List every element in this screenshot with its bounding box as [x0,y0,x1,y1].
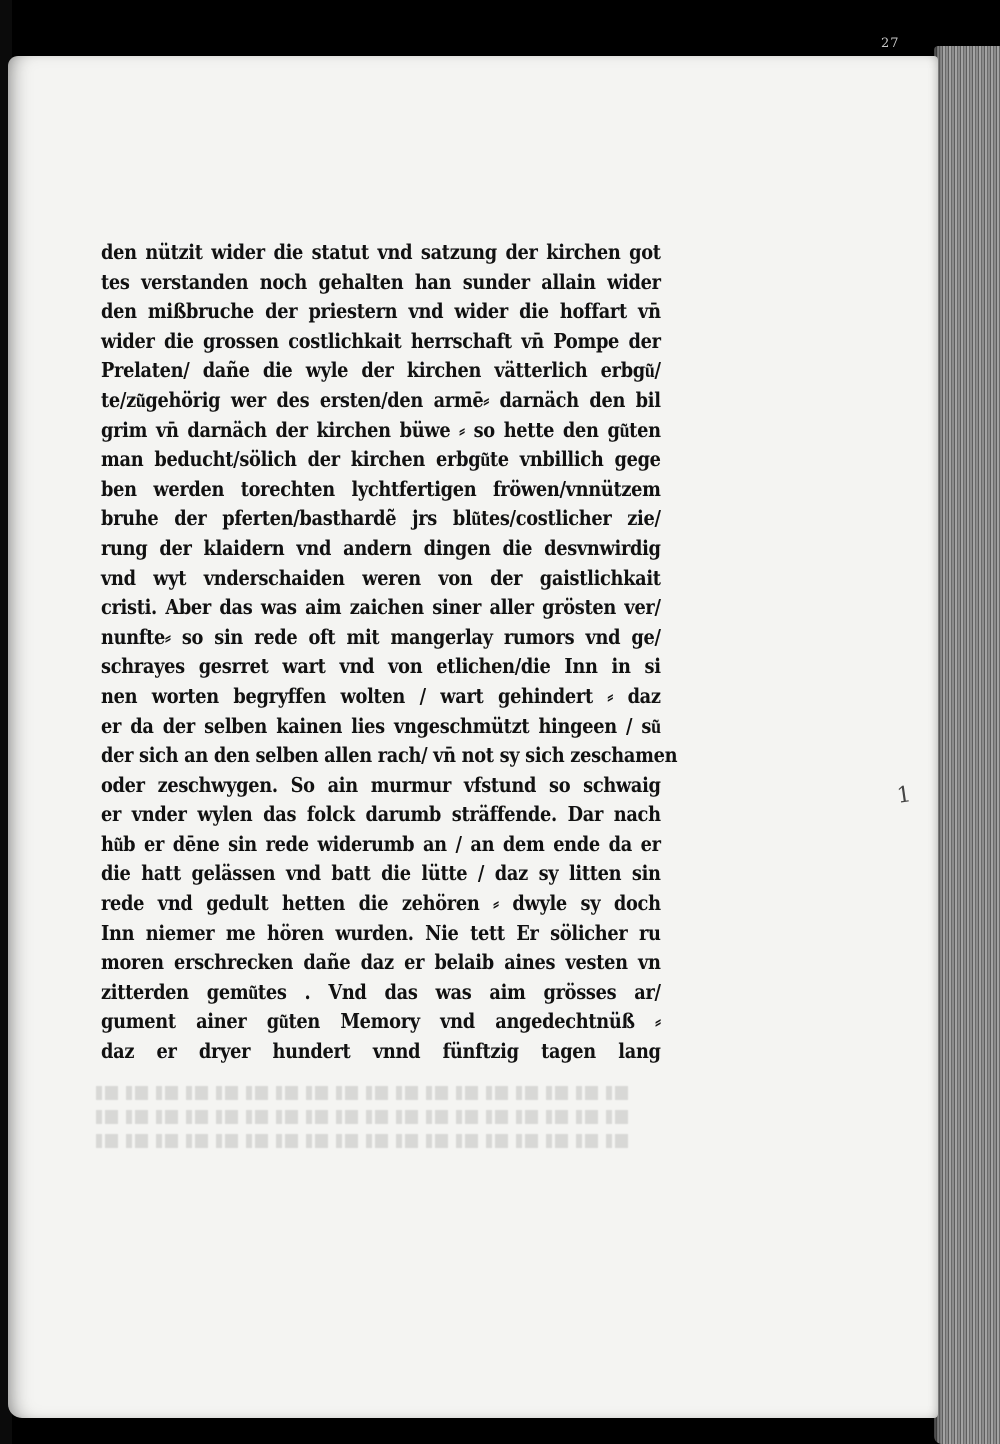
text-line: den nützit wider die statut vnd satzung der kirchen got [101,240,661,264]
page-edges [934,46,1000,1444]
text-line: hu͂b er dēne sin rede widerumb an / an dem ende da er [101,831,661,856]
text-line: gument ainer gu͂ten Memory vnd angedechtnüß ⸗ [101,1009,661,1034]
text-block [101,238,678,1067]
text-line: bruhe der pferten/basthardẽ jrs blu͂tes/costlicher zie/ [101,506,661,531]
text-line: nunfte⸗ so sin rede oft mit mangerlay rumors vnd ge/ [101,624,661,649]
text-line: den mißbruche der priestern vnd wider die hoffart vn̄ [101,299,661,324]
text-line: man beducht/sölich der kirchen erbgu͂te vnbillich gege [101,447,661,472]
text-line: der sich an den selben allen rach/ vn̄ not sy sich zeschamen [101,743,678,768]
text-line: moren erschrecken dañe daz er belaib aines vesten vn [101,950,661,975]
text-line: nen worten begryffen wolten / wart gehindert ⸗ daz [101,683,661,708]
show-through [96,1076,636,1186]
text-line: cristi. Aber das was aim zaichen siner aller grösten ver/ [101,595,661,620]
text-line: Inn niemer me hören wurden. Nie tett Er sölicher ru [101,920,661,945]
text-line: wider die grossen costlichkait herrschaft vn̄ Pompe der [101,328,661,353]
text-line: rede vnd gedult hetten die zehören ⸗ dwyle sy doch [101,891,661,916]
text-line: rung der klaidern vnd andern dingen die desvnwirdig [101,535,661,560]
text-line: zitterden gemu͂tes . Vnd das was aim grösses ar/ [101,979,661,1004]
margin-mark: 1 [895,782,913,809]
text-line: oder zeschwygen. So ain murmur vfstund so schwaig [101,772,661,797]
text-line: er da der selben kainen lies vngeschmützt hingeen / su͂ [101,713,661,738]
text-line: te/zu͂gehörig wer des ersten/den armē⸗ darnäch den bil [101,387,661,412]
text-line: grim vn̄ darnäch der kirchen büwe ⸗ so hette den gu͂ten [101,417,661,442]
folio-number: 27 [881,36,900,51]
text-line: daz er dryer hundert vnnd fünftzig tagen lang [101,1039,661,1064]
text-line: vnd wyt vnderschaiden weren von der gaistlichkait [101,565,661,590]
text-line: schrayes gesrret wart vnd von etlichen/die Inn in si [101,654,661,679]
text-line: ben werden torechten lychtfertigen fröwen/vnnützem [101,476,661,501]
text-line: Prelaten/ dañe die wyle der kirchen vätterlich erbgu͂/ [101,358,661,383]
text-line: die hatt gelässen vnd batt die lütte / daz sy litten sin [101,861,661,886]
text-line: er vnder wylen das folck darumb sträffende. Dar nach [101,802,661,827]
text-line: tes verstanden noch gehalten han sunder allain wider [101,269,661,294]
